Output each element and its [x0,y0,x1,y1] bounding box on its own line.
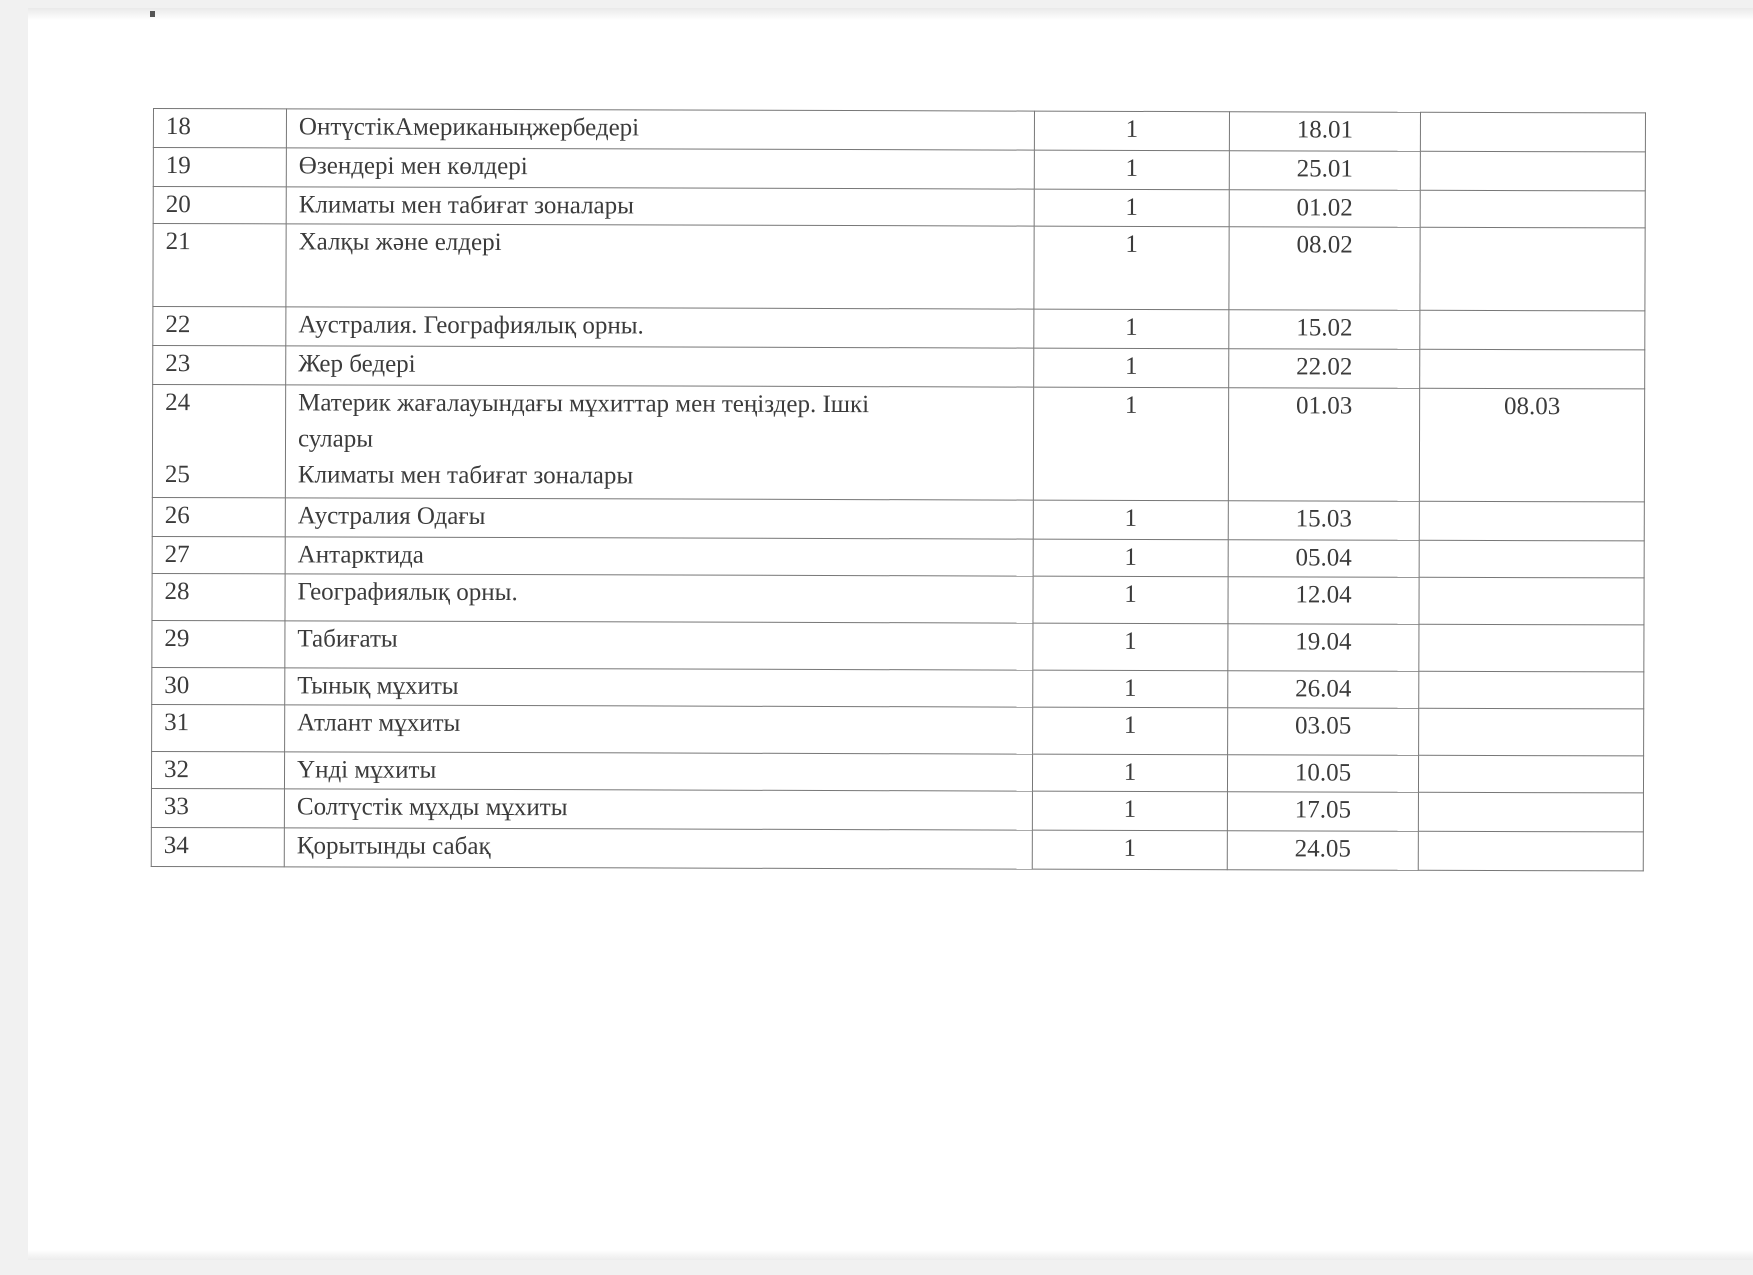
lesson-hours: 1 [1033,670,1228,708]
lesson-date: 10.05 [1227,755,1418,793]
table-row [153,109,1645,152]
table-row [153,224,1645,311]
lesson-date: 01.02 [1229,190,1420,228]
row-number: 31 [152,704,285,751]
lesson-hours: 1 [1032,791,1227,831]
scan-mark [150,11,155,17]
row-number: 29 [152,620,285,667]
lesson-correction [1420,349,1645,389]
lesson-topic: Географиялық орны. [285,574,1033,623]
lesson-hours: 1 [1033,500,1228,540]
lesson-date: 05.04 [1228,540,1419,578]
lesson-topic: Қорытынды сабақ [284,828,1032,869]
lesson-topic: Солтүстік мұхды мұхиты [284,789,1032,830]
lesson-correction [1418,831,1643,871]
table-row [153,148,1645,191]
table-row [151,788,1643,831]
table-row [153,187,1645,228]
lesson-topic: Табиғаты [285,621,1033,670]
lesson-correction [1419,540,1644,578]
lesson-correction [1419,577,1644,625]
lesson-date: 22.02 [1229,349,1420,389]
lesson-topic: Климаты мен табиғат зоналары [286,187,1034,226]
lesson-hours: 1 [1034,348,1229,388]
row-number: 27 [152,536,285,573]
lesson-date: 24.05 [1227,831,1418,871]
lesson-topic: Атлант мұхиты [285,705,1033,754]
table-row [152,620,1644,671]
row-number: 34 [151,827,284,866]
lesson-topic: Өзендері мен көлдері [286,148,1034,189]
table-row [152,385,1644,502]
lesson-hours: 1 [1033,623,1228,671]
lesson-hours: 1 [1033,576,1228,624]
table-row [151,827,1643,870]
lesson-correction [1420,227,1645,311]
row-number-pair [152,385,285,498]
row-number: 30 [152,667,285,704]
lesson-correction [1419,501,1644,541]
lesson-hours: 1 [1033,387,1228,501]
row-number: 33 [151,788,284,827]
lesson-hours: 1 [1033,539,1228,577]
lesson-topic: Үнді мұхиты [284,752,1032,791]
lesson-topic-pair [285,385,1033,500]
lesson-date: 15.03 [1228,501,1419,541]
lesson-correction [1419,624,1644,672]
lesson-topic: ОнтүстікАмериканыңжербедері [286,109,1034,150]
lesson-correction [1418,792,1643,832]
scan-edge-top [28,8,1753,20]
table-row [152,667,1644,708]
scan-edge-bottom [28,1250,1753,1260]
row-number: 22 [153,307,286,346]
lesson-hours: 1 [1034,111,1229,151]
lesson-hours: 1 [1033,707,1228,755]
row-number: 21 [153,224,286,307]
lesson-date: 17.05 [1227,792,1418,832]
lesson-topic: Аустралия. Географиялық орны. [286,307,1034,348]
lesson-correction [1420,310,1645,350]
table-row [152,704,1644,755]
lesson-topic: Аустралия Одағы [285,498,1033,539]
row-number: 28 [152,573,285,620]
lesson-correction [1420,112,1645,152]
lesson-topic: Антарктида [285,537,1033,576]
lesson-hours: 1 [1032,830,1227,870]
lesson-date: 03.05 [1228,708,1419,756]
table-row [152,536,1644,577]
lesson-date: 25.01 [1229,151,1420,191]
row-number: 26 [152,497,285,536]
lesson-correction [1420,151,1645,191]
lesson-hours: 1 [1034,226,1229,310]
row-number-spacer [165,421,273,457]
lesson-correction [1420,190,1645,228]
row-number: 32 [151,751,284,788]
lesson-topic-continuation: сулары [297,425,374,453]
lesson-hours: 1 [1034,189,1229,227]
row-number: 23 [153,346,286,385]
lesson-date: 15.02 [1229,310,1420,350]
lesson-topic: Тынық мұхиты [285,668,1033,707]
lesson-correction: 08.03 [1419,388,1644,502]
lesson-schedule-table [151,108,1646,871]
lesson-topic: Климаты мен табиғат зоналары [297,461,634,490]
lesson-hours: 1 [1034,150,1229,190]
lesson-date: 12.04 [1228,577,1419,625]
lesson-correction [1419,708,1644,756]
lesson-hours: 1 [1034,309,1229,349]
row-number: 25 [164,461,190,489]
lesson-topic: Жер бедері [286,346,1034,387]
table-row [153,307,1645,350]
row-number: 20 [153,187,286,224]
table-row [153,346,1645,389]
lesson-date: 26.04 [1228,671,1419,709]
table-row [152,497,1644,540]
lesson-topic: Халқы және елдері [286,224,1034,309]
lesson-date: 19.04 [1228,624,1419,672]
lesson-hours: 1 [1032,754,1227,792]
lesson-topic: Материк жағалауындағы мұхиттар мен теңіздер. Ішкі [298,389,870,419]
lesson-correction [1418,755,1643,793]
row-number: 24 [165,389,191,417]
lesson-date: 01.03 [1228,388,1419,502]
lesson-correction [1419,671,1644,709]
row-number: 19 [153,148,286,187]
table-row [152,573,1644,624]
lesson-date: 08.02 [1229,227,1420,311]
lesson-date: 18.01 [1229,112,1420,152]
row-number: 18 [153,109,286,148]
table-row [151,751,1643,792]
